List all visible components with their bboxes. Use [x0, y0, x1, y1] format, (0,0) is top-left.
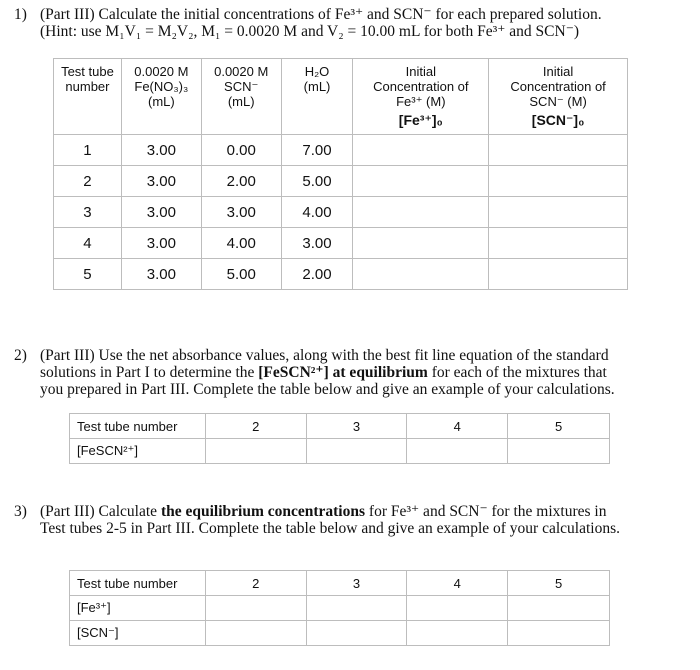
table-cell: 7.00 — [281, 135, 353, 166]
column-header — [353, 59, 489, 135]
table-cell: 2.00 — [201, 166, 281, 197]
column-header: 4 — [407, 414, 508, 439]
table-header-row — [70, 414, 610, 439]
row-label: [Fe³⁺] — [70, 596, 206, 621]
column-header — [201, 59, 281, 135]
header-text: (mL) — [227, 94, 255, 109]
answer-cell[interactable] — [306, 621, 407, 646]
column-header: 2 — [205, 414, 306, 439]
header-text: 0.0020 M — [134, 64, 189, 79]
answer-cell[interactable] — [489, 166, 628, 197]
answer-cell[interactable] — [508, 621, 610, 646]
answer-cell[interactable] — [205, 621, 306, 646]
answer-cell[interactable] — [489, 135, 628, 166]
row-label: [SCN⁻] — [70, 621, 206, 646]
answer-cell[interactable] — [353, 135, 489, 166]
table-row — [54, 197, 628, 228]
table-cell: 3.00 — [201, 197, 281, 228]
table-cell: 2.00 — [281, 259, 353, 290]
column-header: 3 — [306, 571, 407, 596]
table-cell: 0.00 — [201, 135, 281, 166]
table-row — [70, 439, 610, 464]
answer-cell[interactable] — [306, 439, 407, 464]
header-text: Concentration of — [510, 79, 606, 94]
answer-cell[interactable] — [489, 228, 628, 259]
question-number: 2) — [14, 347, 27, 364]
table-cell: 3.00 — [121, 166, 201, 197]
fescn-equilibrium-table — [69, 413, 610, 464]
answer-cell[interactable] — [353, 197, 489, 228]
answer-cell[interactable] — [407, 621, 508, 646]
table-cell: 3.00 — [281, 228, 353, 259]
question-number: 3) — [14, 503, 27, 520]
table-row — [54, 259, 628, 290]
header-text: Initial — [405, 64, 436, 79]
answer-cell[interactable] — [489, 259, 628, 290]
table-header-row — [54, 59, 628, 135]
table-row — [54, 135, 628, 166]
table-cell: 3.00 — [121, 228, 201, 259]
table-cell: 2 — [54, 166, 122, 197]
table-cell: 3.00 — [121, 259, 201, 290]
answer-cell[interactable] — [353, 259, 489, 290]
table-cell: 5 — [54, 259, 122, 290]
header-symbol: [SCN⁻]₀ — [531, 112, 585, 128]
column-header: 5 — [508, 414, 610, 439]
table-row — [70, 596, 610, 621]
header-label: Test tube number — [70, 571, 206, 596]
header-text: Concentration of — [373, 79, 469, 94]
table-cell: 1 — [54, 135, 122, 166]
header-text: (mL) — [147, 94, 175, 109]
header-text: Test tube — [61, 64, 114, 79]
answer-cell[interactable] — [407, 596, 508, 621]
header-text: Fe(NO₃)₃ — [134, 79, 189, 94]
question-hint: (Hint: use M₁V₁ = M₂V₂, M₁ = 0.0020 M and V₂ = 10.00 mL for both Fe³⁺ and SCN⁻) — [40, 23, 580, 40]
header-text: SCN⁻ (M) — [529, 94, 587, 109]
column-header: 5 — [508, 571, 610, 596]
answer-cell[interactable] — [353, 228, 489, 259]
answer-cell[interactable] — [407, 439, 508, 464]
question-text: Test tubes 2-5 in Part III. Complete the table below and give an example of your calculations. — [40, 520, 620, 537]
answer-cell[interactable] — [306, 596, 407, 621]
answer-cell[interactable] — [205, 596, 306, 621]
question-number: 1) — [14, 6, 27, 23]
header-text: SCN⁻ — [224, 79, 259, 94]
table-cell: 3 — [54, 197, 122, 228]
question-text: (Part III) Calculate the equilibrium concentrations for Fe³⁺ and SCN⁻ for the mixtures in — [40, 503, 607, 520]
table-header-row — [70, 571, 610, 596]
table-row — [70, 621, 610, 646]
equilibrium-concentrations-table — [69, 570, 610, 646]
emphasis: the equilibrium concentrations — [160, 503, 366, 520]
table-row — [54, 228, 628, 259]
table-cell: 5.00 — [281, 166, 353, 197]
question-text: (Part III) Use the net absorbance values, along with the best fit line equation of the standard — [40, 347, 609, 364]
table-cell: 4.00 — [281, 197, 353, 228]
answer-cell[interactable] — [508, 596, 610, 621]
answer-cell[interactable] — [508, 439, 610, 464]
header-text: 0.0020 M — [214, 64, 269, 79]
question-text: (Part III) Calculate the initial concentrations of Fe³⁺ and SCN⁻ for each prepared solution. — [40, 6, 602, 23]
header-text: Fe³⁺ (M) — [396, 94, 446, 109]
header-label: Test tube number — [70, 414, 206, 439]
column-header — [54, 59, 122, 135]
table-row — [54, 166, 628, 197]
header-text: Initial — [542, 64, 574, 79]
header-text: H₂O — [304, 64, 330, 79]
answer-cell[interactable] — [489, 197, 628, 228]
header-text: (mL) — [303, 79, 331, 94]
column-header: 2 — [205, 571, 306, 596]
emphasis: [FeSCN²⁺] at equilibrium — [258, 364, 428, 381]
column-header — [281, 59, 353, 135]
table-cell: 3.00 — [121, 135, 201, 166]
answer-cell[interactable] — [353, 166, 489, 197]
column-header: 3 — [306, 414, 407, 439]
table-cell: 4 — [54, 228, 122, 259]
column-header: 4 — [407, 571, 508, 596]
initial-concentrations-table — [53, 58, 628, 290]
column-header — [121, 59, 201, 135]
table-cell: 4.00 — [201, 228, 281, 259]
answer-cell[interactable] — [205, 439, 306, 464]
column-header — [489, 59, 628, 135]
row-label: [FeSCN²⁺] — [70, 439, 206, 464]
question-text: solutions in Part I to determine the [FeSCN²⁺] at equilibrium for each of the mixtures that — [40, 364, 607, 381]
header-symbol: [Fe³⁺]₀ — [398, 112, 443, 128]
header-text: number — [65, 79, 110, 94]
table-cell: 3.00 — [121, 197, 201, 228]
table-cell: 5.00 — [201, 259, 281, 290]
question-text: you prepared in Part III. Complete the table below and give an example of your calculations. — [40, 381, 615, 398]
